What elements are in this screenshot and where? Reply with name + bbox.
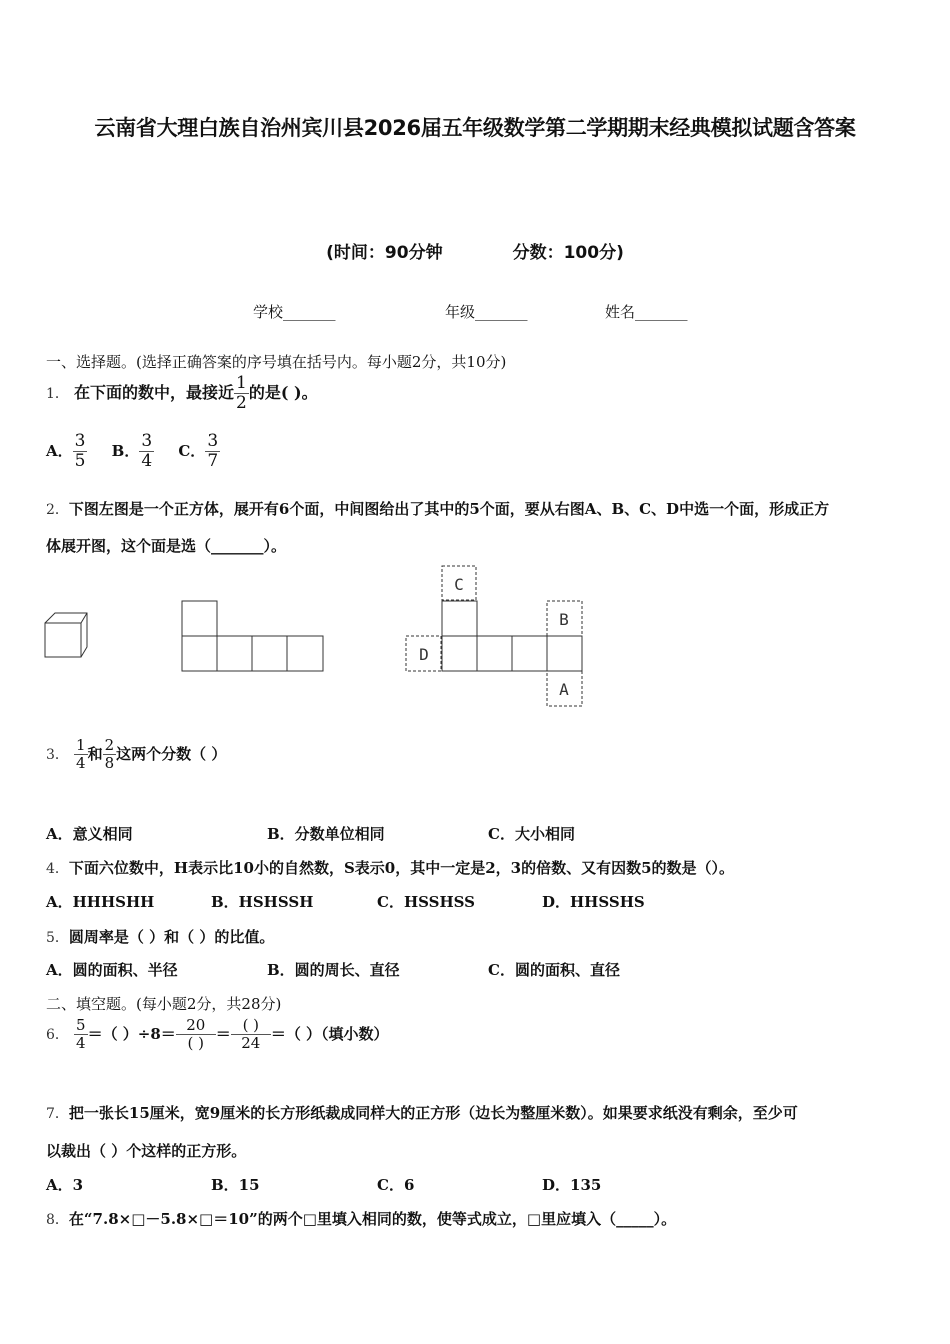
time-limit: (时间：90分钟 [326, 243, 443, 263]
q6-part-2: ＝ [215, 1025, 231, 1043]
school-field [253, 301, 336, 322]
q6-part-3: ＝（ ）（填小数） [270, 1025, 389, 1043]
q6-fraction-1: $\frac{5}{4}$ [76, 1016, 86, 1052]
q8-number: 8． [46, 1212, 69, 1228]
q6-fraction-3: $\frac{( )}{24}$ [231, 1017, 271, 1052]
q3-option-a: A．意义相同 [46, 825, 133, 843]
q1-option-c-fraction: $\frac{3}{7}$ [207, 431, 219, 471]
q4-option-b: B．HSHSSH [211, 893, 314, 911]
q5-text: 圆周率是（ ）和（ ）的比值。 [68, 928, 275, 946]
q4-number: 4． [46, 861, 69, 877]
cube-drawing [45, 613, 87, 657]
q1-text-b: 的是( )。 [248, 383, 318, 402]
section1-heading: 一、选择题。(选择正确答案的序号填在括号内。每小题2分，共10分) [46, 353, 507, 371]
q4-option-d: D．HHSSHS [542, 893, 645, 911]
q2-line1: 下图左图是一个正方体，展开有6个面，中间图给出了其中的5个面，要从右图A、B、C、D中选一个面，形成正方 [68, 500, 830, 518]
section2-heading: 二、填空题。(每小题2分，共28分) [46, 995, 282, 1013]
q2-line2: 体展开图，这个面是选（_______）。 [46, 537, 287, 555]
q3-option-c: C．大小相同 [488, 825, 575, 843]
q2-number: 2． [46, 502, 69, 518]
q7-line2: 以裁出（ ）个这样的正方形。 [46, 1142, 247, 1160]
grade-label: 年级 [445, 303, 476, 321]
label-a: A [559, 680, 569, 699]
q6-fraction-2: $\frac{20}{( )}$ [176, 1017, 216, 1052]
q1-option-a-label: A． [46, 442, 73, 460]
q7-option-d: D．135 [542, 1176, 602, 1194]
name-blank: _______ [635, 303, 688, 321]
q1-option-b-fraction: $\frac{3}{4}$ [141, 431, 153, 471]
q7-option-a: A．3 [46, 1176, 84, 1194]
name-label: 姓名 [605, 303, 636, 321]
page-title: 云南省大理白族自治州宾川县2026届五年级数学第二学期期末经典模拟试题含答案 [94, 116, 856, 140]
q3-text: 这两个分数（ ） [116, 745, 227, 763]
q5-number: 5． [46, 930, 69, 946]
q6-number: 6． [46, 1027, 69, 1043]
q5-option-a: A．圆的面积、半径 [46, 961, 178, 979]
question-2 [46, 498, 829, 519]
q7-line1: 把一张长15厘米，宽9厘米的长方形纸裁成同样大的正方形（边长为整厘米数）。如果要求纸没有剩余，至少可 [68, 1104, 798, 1122]
choice-net-drawing [406, 566, 582, 706]
q7-number: 7． [46, 1106, 69, 1122]
q5-option-c: C．圆的面积、直径 [488, 961, 620, 979]
q8-text: 在“7.8×□－5.8×□＝10”的两个□里填入相同的数，使等式成立，□里应填入（_____）。 [68, 1210, 677, 1228]
name-field [605, 301, 688, 322]
grade-field [445, 301, 528, 322]
q1-options [46, 432, 220, 471]
q3-number: 3． [46, 747, 69, 763]
label-b: B [559, 610, 569, 629]
q3-and: 和 [87, 745, 103, 763]
cube-net-figure [40, 560, 600, 720]
question-8 [46, 1208, 676, 1229]
question-3 [46, 737, 226, 772]
q1-option-c-label: C． [178, 442, 206, 460]
total-score: 分数：100分) [512, 243, 624, 263]
exam-meta [0, 238, 950, 263]
label-d: D [419, 645, 429, 664]
q7-option-c: C．6 [377, 1176, 415, 1194]
label-c: C [454, 575, 464, 594]
grade-blank: _______ [475, 303, 528, 321]
q1-number: 1． [46, 386, 69, 402]
q3-fraction-2: $\frac{2}{8}$ [104, 736, 115, 772]
partial-net-drawing [182, 601, 323, 671]
q4-option-a: A．HHHSHH [46, 893, 155, 911]
q5-option-b: B．圆的周长、直径 [267, 961, 400, 979]
q4-text: 下面六位数中，H表示比10小的自然数，S表示0，其中一定是2，3的倍数、又有因数5的数是（）。 [68, 859, 735, 877]
q4-option-c: C．HSSHSS [377, 893, 475, 911]
question-5 [46, 926, 274, 947]
question-1 [46, 374, 318, 413]
school-label: 学校 [253, 303, 284, 321]
q1-option-b-label: B． [111, 442, 140, 460]
question-7 [46, 1102, 798, 1123]
q3-option-b: B．分数单位相同 [267, 825, 385, 843]
q1-text-a: 在下面的数中，最接近 [74, 383, 235, 402]
q6-part-1: ＝（ ）÷8＝ [87, 1025, 176, 1043]
q7-option-b: B．15 [211, 1176, 260, 1194]
question-6 [46, 1017, 389, 1052]
school-blank: _______ [283, 303, 336, 321]
q1-option-a-fraction: $\frac{3}{5}$ [74, 431, 86, 471]
q1-fraction: $\frac{1}{2}$ [236, 373, 247, 413]
q3-fraction-1: $\frac{1}{4}$ [76, 736, 86, 772]
question-4 [46, 857, 734, 878]
